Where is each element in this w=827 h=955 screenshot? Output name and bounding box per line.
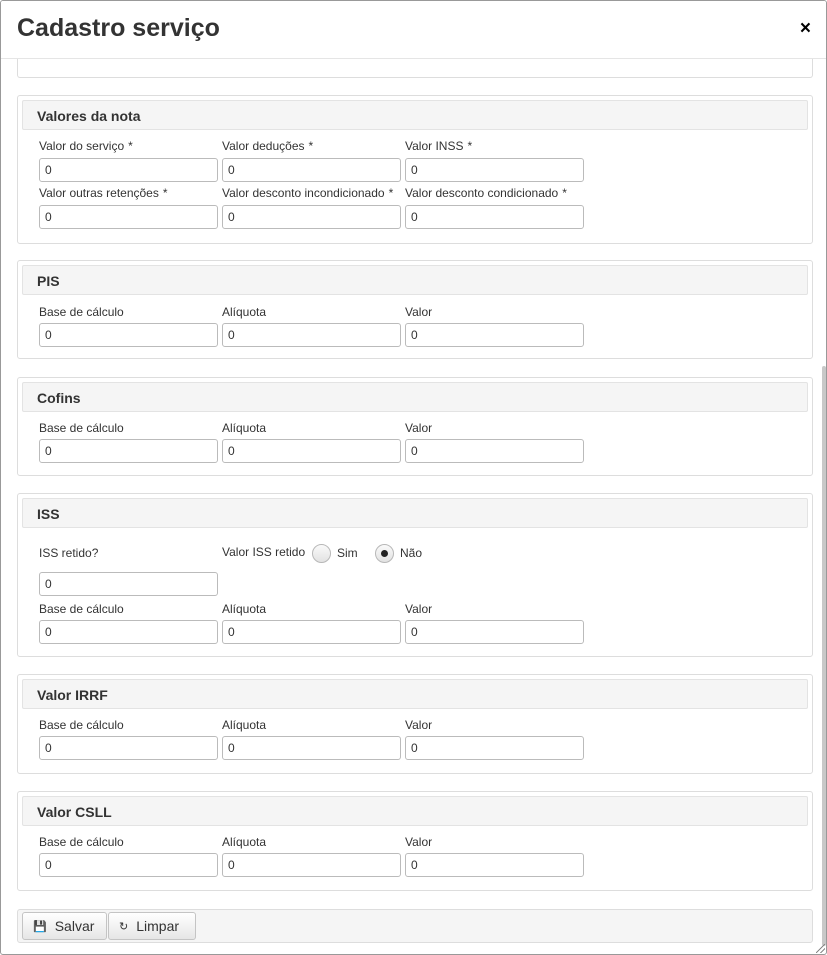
form-actions — [17, 909, 813, 943]
radio-circle-checked[interactable] — [375, 544, 394, 563]
cofins-base-calculo-input[interactable] — [39, 439, 218, 463]
csll-base-calculo-input[interactable] — [39, 853, 218, 877]
pis-base-calculo-input[interactable] — [39, 323, 218, 347]
panel-heading — [22, 382, 808, 412]
panel-valores-da-nota — [17, 95, 813, 244]
modal-header — [1, 1, 826, 59]
label-base-calculo: Base de cálculo — [39, 602, 124, 616]
label-valor: Valor — [405, 305, 433, 319]
iss-aliquota-input[interactable] — [222, 620, 401, 644]
panel-irrf — [17, 674, 813, 774]
label-valor-outras-retencoes: Valor outras retenções * — [39, 186, 168, 200]
label-aliquota: Alíquota — [222, 718, 267, 732]
panel-title: Valores da nota — [37, 108, 141, 124]
label-base-calculo: Base de cálculo — [39, 718, 124, 732]
csll-aliquota-input[interactable] — [222, 853, 401, 877]
close-icon[interactable]: × — [799, 18, 811, 39]
resize-handle-icon[interactable] — [816, 944, 825, 953]
label-valor-iss-retido: Valor ISS retido — [222, 545, 306, 559]
label-aliquota: Alíquota — [222, 421, 267, 435]
panel-title: Valor CSLL — [37, 804, 112, 820]
iss-valor-input[interactable] — [405, 620, 584, 644]
label-valor-deducoes: Valor deduções * — [222, 139, 314, 153]
valor-inss-input[interactable] — [405, 158, 584, 182]
label-valor: Valor — [405, 835, 433, 849]
panel-csll — [17, 791, 813, 891]
panel-title: PIS — [37, 273, 60, 289]
label-valor-inss: Valor INSS * — [405, 139, 473, 153]
panel-iss — [17, 493, 813, 657]
irrf-base-calculo-input[interactable] — [39, 736, 218, 760]
label-aliquota: Alíquota — [222, 305, 267, 319]
modal-title: Cadastro serviço — [17, 14, 220, 42]
label-valor: Valor — [405, 718, 433, 732]
valor-outras-retencoes-input[interactable] — [39, 205, 218, 229]
desconto-condicionado-input[interactable] — [405, 205, 584, 229]
radio-sim[interactable] — [312, 543, 358, 563]
pis-aliquota-input[interactable] — [222, 323, 401, 347]
radio-circle[interactable] — [312, 544, 331, 563]
clear-button-label: Limpar — [136, 918, 180, 934]
label-valor: Valor — [405, 602, 433, 616]
label-desconto-incondicionado: Valor desconto incondicionado * — [222, 186, 394, 200]
radio-label-sim: Sim — [337, 546, 358, 560]
save-button-label: Salvar — [54, 918, 95, 934]
panel-heading — [22, 498, 808, 528]
panel-cofins — [17, 377, 813, 476]
valor-deducoes-input[interactable] — [222, 158, 401, 182]
label-aliquota: Alíquota — [222, 835, 267, 849]
radio-label-nao: Não — [400, 546, 423, 560]
panel-heading — [22, 796, 808, 826]
panel-heading — [22, 100, 808, 130]
cofins-aliquota-input[interactable] — [222, 439, 401, 463]
label-base-calculo: Base de cálculo — [39, 835, 124, 849]
label-base-calculo: Base de cálculo — [39, 305, 124, 319]
label-base-calculo: Base de cálculo — [39, 421, 124, 435]
floppy-icon: 💾 — [33, 920, 47, 933]
modal-body — [1, 60, 826, 954]
desconto-incondicionado-input[interactable] — [222, 205, 401, 229]
pis-valor-input[interactable] — [405, 323, 584, 347]
irrf-aliquota-input[interactable] — [222, 736, 401, 760]
valor-servico-input[interactable] — [39, 158, 218, 182]
panel-title: Cofins — [37, 390, 81, 406]
panel-pis — [17, 260, 813, 359]
scrollbar[interactable] — [822, 366, 826, 946]
panel-heading — [22, 679, 808, 709]
panel-title: ISS — [37, 506, 60, 522]
iss-retido-input[interactable] — [39, 572, 218, 596]
csll-valor-input[interactable] — [405, 853, 584, 877]
radio-nao[interactable] — [375, 543, 422, 563]
label-valor: Valor — [405, 421, 433, 435]
label-iss-retido: ISS retido? — [39, 546, 99, 560]
label-desconto-condicionado: Valor desconto condicionado * — [405, 186, 567, 200]
clear-button[interactable] — [108, 912, 196, 940]
iss-base-calculo-input[interactable] — [39, 620, 218, 644]
irrf-valor-input[interactable] — [405, 736, 584, 760]
label-valor-servico: Valor do serviço * — [39, 139, 133, 153]
panel-heading — [22, 265, 808, 295]
refresh-icon: ↻ — [119, 920, 129, 933]
save-button[interactable] — [22, 912, 107, 940]
panel-title: Valor IRRF — [37, 687, 108, 703]
label-aliquota: Alíquota — [222, 602, 267, 616]
cofins-valor-input[interactable] — [405, 439, 584, 463]
